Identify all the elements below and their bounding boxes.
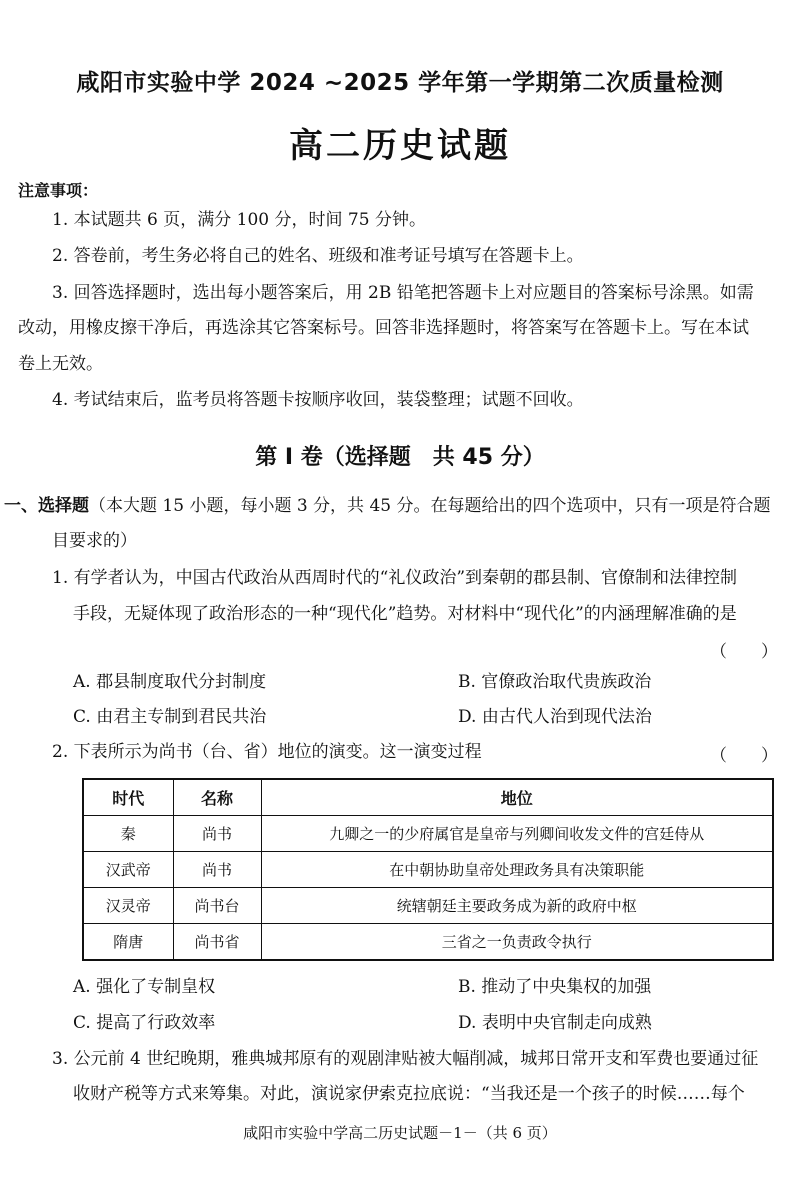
table-row xyxy=(83,816,773,852)
shangshu-table xyxy=(82,778,774,961)
cell-status: 统辖朝廷主要政务成为新的政府中枢 xyxy=(261,888,773,924)
q2-option-b: B. 推动了中央集权的加强 xyxy=(458,977,652,997)
q1-stem-line1: 1. 有学者认为，中国古代政治从西周时代的“礼仪政治”到秦朝的郡县制、官僚制和法律控制 xyxy=(52,568,738,588)
part-desc-cont: 目要求的） xyxy=(52,531,137,551)
section-title: 第 Ⅰ 卷（选择题 共 45 分） xyxy=(255,445,545,470)
q1-option-a: A. 郡县制度取代分封制度 xyxy=(73,672,267,692)
q2-answer-paren: （ ） xyxy=(710,746,778,766)
part-instructions xyxy=(4,495,771,517)
header-status: 地位 xyxy=(261,779,773,816)
part-label: 一、选择题 xyxy=(4,496,89,516)
cell-name: 尚书省 xyxy=(173,924,261,961)
cell-name: 尚书 xyxy=(173,852,261,888)
header-name: 名称 xyxy=(173,779,261,816)
notes-heading: 注意事项： xyxy=(18,181,99,200)
cell-era: 汉灵帝 xyxy=(83,888,173,924)
school-exam-title: 咸阳市实验中学 2024 ~2025 学年第一学期第二次质量检测 xyxy=(76,70,724,96)
header-era: 时代 xyxy=(83,779,173,816)
q1-answer-paren: （ ） xyxy=(710,642,778,662)
note-line-3-cont2: 卷上无效。 xyxy=(18,354,103,374)
subject-title: 高二历史试题 xyxy=(289,126,511,166)
cell-name: 尚书台 xyxy=(173,888,261,924)
q1-option-c: C. 由君主专制到君民共治 xyxy=(73,707,267,727)
page-footer: 咸阳市实验中学高二历史试题－1－（共 6 页） xyxy=(243,1124,557,1142)
part-desc: （本大题 15 小题，每小题 3 分，共 45 分。在每题给出的四个选项中，只有一项是符合题 xyxy=(89,496,771,516)
note-line-3: 3. 回答选择题时，选出每小题答案后，用 2B 铅笔把答题卡上对应题目的答案标号涂黑。如需 xyxy=(52,283,754,303)
note-line-3-cont: 改动，用橡皮擦干净后，再选涂其它答案标号。回答非选择题时，将答案写在答题卡上。写在本试 xyxy=(18,318,749,338)
q2-stem: 2. 下表所示为尚书（台、省）地位的演变。这一演变过程 xyxy=(52,742,482,762)
q2-option-a: A. 强化了专制皇权 xyxy=(73,977,216,997)
table-row xyxy=(83,852,773,888)
q2-option-d: D. 表明中央官制走向成熟 xyxy=(458,1013,652,1033)
table-row xyxy=(83,924,773,961)
note-line-4: 4. 考试结束后，监考员将答题卡按顺序收回，装袋整理；试题不回收。 xyxy=(52,390,584,410)
q3-stem-line1: 3. 公元前 4 世纪晚期，雅典城邦原有的观剧津贴被大幅削减，城邦日常开支和军费也要通过征 xyxy=(52,1049,759,1069)
table-row xyxy=(83,888,773,924)
q1-option-d: D. 由古代人治到现代法治 xyxy=(458,707,652,727)
cell-status: 三省之一负责政令执行 xyxy=(261,924,773,961)
cell-era: 秦 xyxy=(83,816,173,852)
cell-era: 汉武帝 xyxy=(83,852,173,888)
note-line-1: 1. 本试题共 6 页，满分 100 分，时间 75 分钟。 xyxy=(52,210,426,230)
q1-option-b: B. 官僚政治取代贵族政治 xyxy=(458,672,652,692)
cell-name: 尚书 xyxy=(173,816,261,852)
cell-era: 隋唐 xyxy=(83,924,173,961)
q3-stem-line2: 收财产税等方式来筹集。对此，演说家伊索克拉底说：“当我还是一个孩子的时候……每个 xyxy=(73,1084,745,1104)
q2-option-c: C. 提高了行政效率 xyxy=(73,1013,216,1033)
table-header-row xyxy=(83,779,773,816)
cell-status: 在中朝协助皇帝处理政务具有决策职能 xyxy=(261,852,773,888)
q1-stem-line2: 手段，无疑体现了政治形态的一种“现代化”趋势。对材料中“现代化”的内涵理解准确的是 xyxy=(73,604,737,624)
cell-status: 九卿之一的少府属官是皇帝与列卿间收发文件的宫廷侍从 xyxy=(261,816,773,852)
note-line-2: 2. 答卷前，考生务必将自己的姓名、班级和准考证号填写在答题卡上。 xyxy=(52,246,584,266)
